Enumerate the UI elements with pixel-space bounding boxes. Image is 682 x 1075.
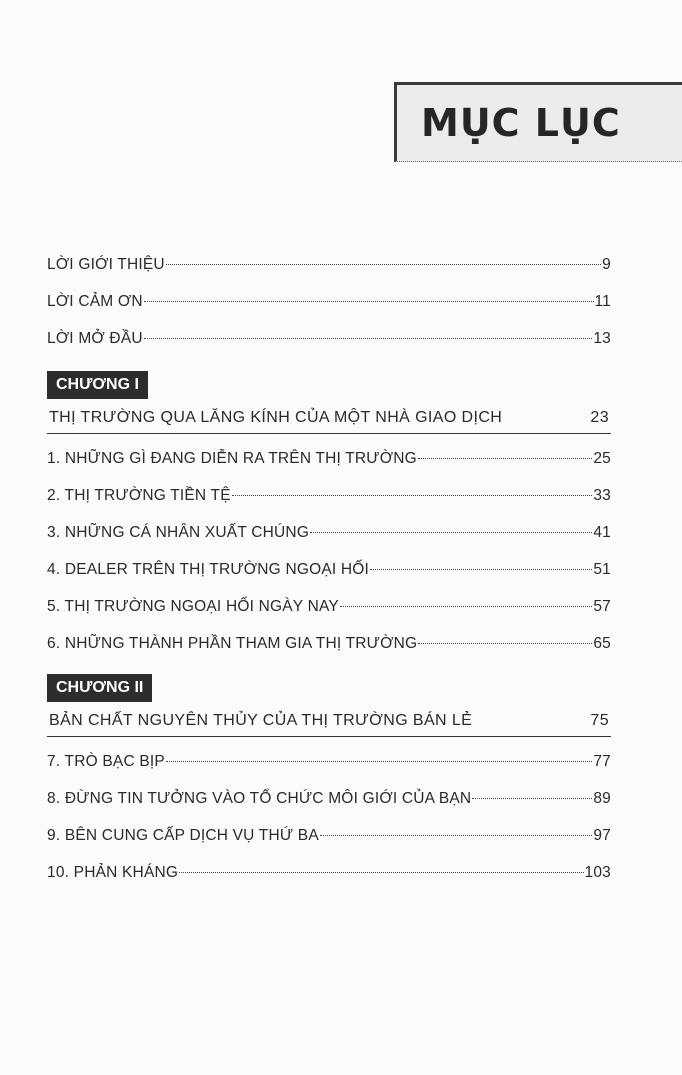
toc-entry-page: 89: [593, 790, 611, 807]
page-title: MỤC LỤC: [421, 101, 621, 145]
toc-entry-page: 77: [593, 753, 611, 770]
toc-entry[interactable]: [47, 862, 611, 899]
heading-box: [394, 82, 682, 162]
chapter-title: BẢN CHẤT NGUYÊN THỦY CỦA THỊ TRƯỜNG BÁN LẺ: [49, 712, 473, 729]
toc-entry-label: 5. THỊ TRƯỜNG NGOẠI HỐI NGÀY NAY: [47, 598, 339, 615]
chapter-1: [47, 371, 611, 670]
toc-entry-page: 33: [593, 487, 611, 504]
toc-entry[interactable]: [47, 328, 611, 365]
chapter-page: 75: [590, 712, 609, 729]
toc-entry-label: 9. BÊN CUNG CẤP DỊCH VỤ THỨ BA: [47, 827, 319, 844]
toc-entry-page: 11: [594, 293, 611, 310]
chapter-title-row[interactable]: [47, 399, 611, 434]
toc-entry-label: LỜI MỞ ĐẦU: [47, 330, 143, 347]
toc-entry[interactable]: [47, 522, 611, 559]
dot-leader: [370, 569, 592, 570]
front-matter: [47, 254, 611, 365]
toc-entry[interactable]: [47, 448, 611, 485]
toc-entry-page: 13: [593, 330, 611, 347]
toc-entry-label: 8. ĐỪNG TIN TƯỞNG VÀO TỔ CHỨC MÔI GIỚI CỦA BẠN: [47, 790, 472, 807]
dot-leader: [166, 264, 601, 265]
toc-entry-page: 25: [593, 450, 611, 467]
toc-entry-label: 6. NHỮNG THÀNH PHẦN THAM GIA THỊ TRƯỜNG: [47, 635, 418, 652]
dot-leader: [144, 338, 593, 339]
toc-entry[interactable]: [47, 485, 611, 522]
dot-leader: [166, 761, 592, 762]
toc-entry-label: 7. TRÒ BẠC BỊP: [47, 753, 165, 770]
toc-entry-label: 10. PHẢN KHÁNG: [47, 864, 179, 881]
toc-entry-page: 97: [593, 827, 611, 844]
chapter-title-row[interactable]: [47, 702, 611, 737]
toc-entry-label: LỜI GIỚI THIỆU: [47, 256, 165, 273]
toc-entry-label: LỜI CẢM ƠN: [47, 293, 143, 310]
toc-entry-page: 57: [593, 598, 611, 615]
dot-leader: [340, 606, 592, 607]
toc-entry[interactable]: [47, 596, 611, 633]
toc-entry-label: 1. NHỮNG GÌ ĐANG DIỄN RA TRÊN THỊ TRƯỜNG: [47, 450, 417, 467]
dot-leader: [418, 643, 592, 644]
toc-entry-label: 3. NHỮNG CÁ NHÂN XUẤT CHÚNG: [47, 524, 310, 541]
dot-leader: [418, 458, 592, 459]
toc-entry[interactable]: [47, 291, 611, 328]
chapter-badge: CHƯƠNG II: [47, 674, 152, 702]
dot-leader: [310, 532, 592, 533]
toc-entry[interactable]: [47, 751, 611, 788]
toc-entry[interactable]: [47, 825, 611, 862]
toc-entry-page: 41: [593, 524, 611, 541]
dot-leader: [232, 495, 593, 496]
toc-entry-label: 4. DEALER TRÊN THỊ TRƯỜNG NGOẠI HỐI: [47, 561, 370, 578]
chapter-page: 23: [590, 409, 609, 426]
chapter-title: THỊ TRƯỜNG QUA LĂNG KÍNH CỦA MỘT NHÀ GIAO DỊCH: [49, 409, 503, 426]
toc-entry-label: 2. THỊ TRƯỜNG TIỀN TỆ: [47, 487, 231, 504]
dot-leader: [179, 872, 583, 873]
dot-leader: [320, 835, 592, 836]
toc-entry-page: 65: [593, 635, 611, 652]
dot-leader: [472, 798, 592, 799]
table-of-contents: [47, 254, 611, 899]
toc-entry[interactable]: [47, 254, 611, 291]
toc-entry[interactable]: [47, 633, 611, 670]
toc-entry-page: 9: [602, 256, 611, 273]
toc-entry-page: 51: [593, 561, 611, 578]
toc-entry[interactable]: [47, 559, 611, 596]
chapter-badge: CHƯƠNG I: [47, 371, 148, 399]
chapter-2: [47, 674, 611, 899]
toc-entry-page: 103: [584, 864, 611, 881]
dot-leader: [144, 301, 594, 302]
toc-entry[interactable]: [47, 788, 611, 825]
